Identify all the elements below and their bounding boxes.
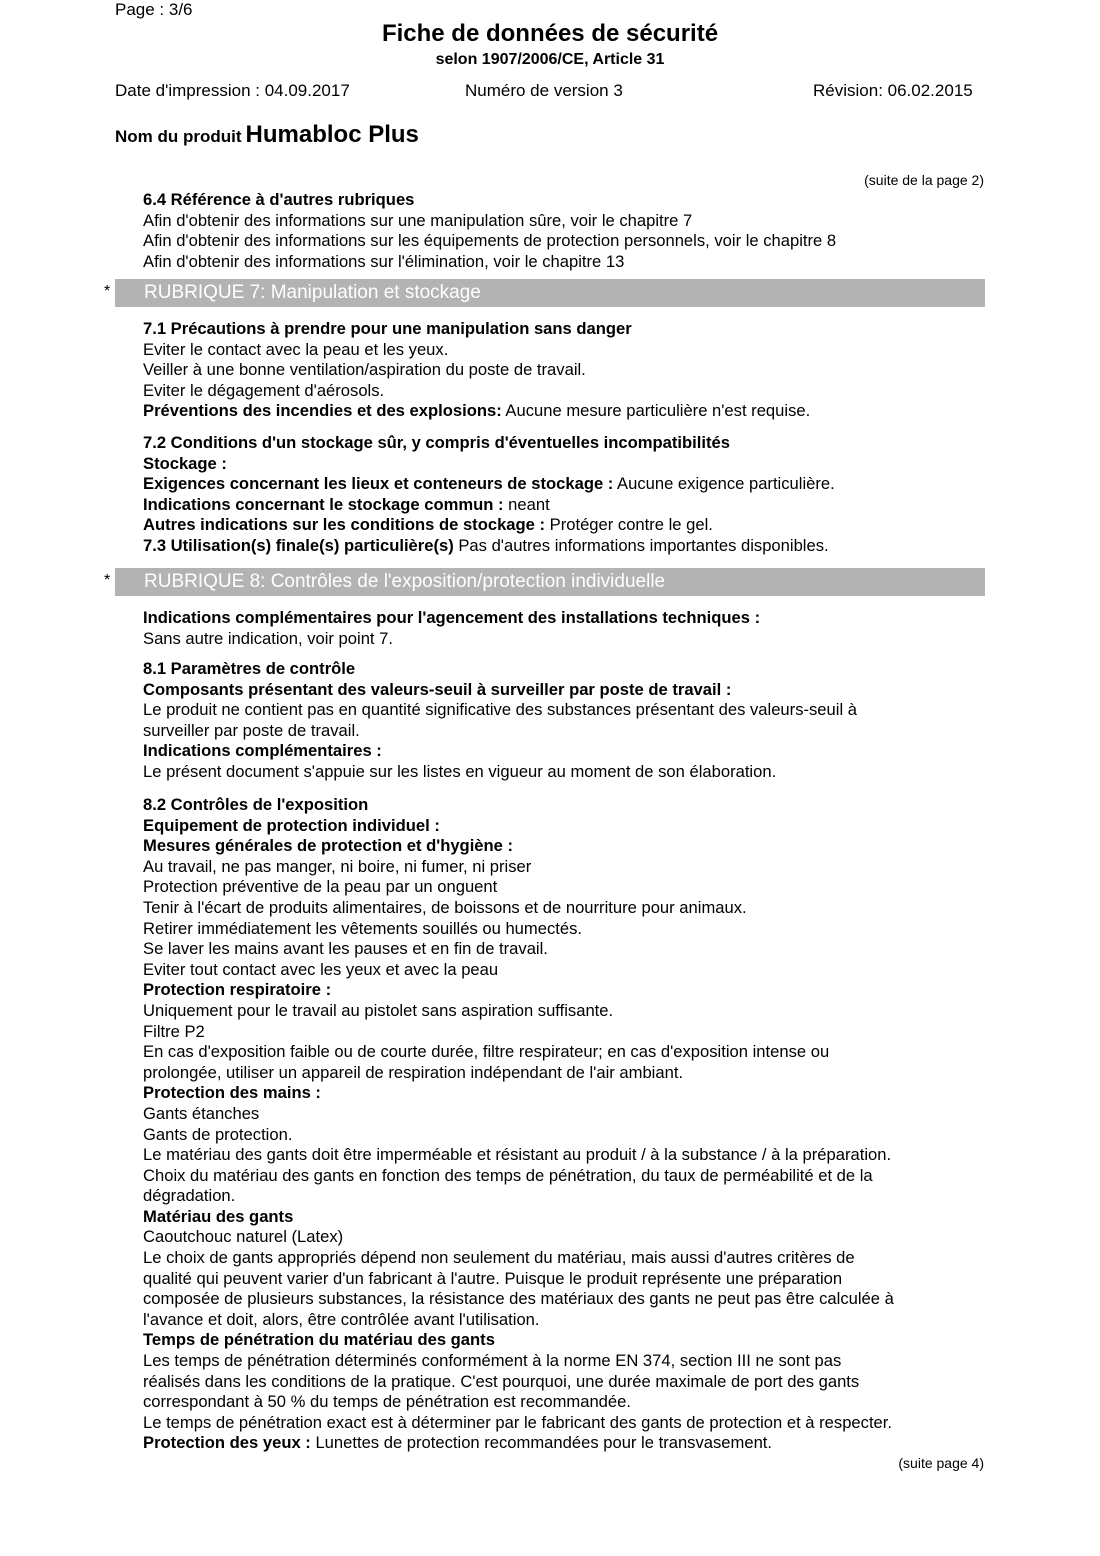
text-line: Afin d'obtenir des informations sur l'élimination, voir le chapitre 13 [143,251,625,271]
storage-requirements-label: Exigences concernant les lieux et conteneurs de stockage : [143,474,614,494]
section-7-1-title: 7.1 Précautions à prendre pour une manipulation sans danger [143,319,632,338]
text-line: En cas d'exposition faible ou de courte durée, filtre respirateur; en cas d'exposition intense ou [143,1042,830,1062]
continued-to: (suite page 4) [898,1455,984,1471]
rubrique-7-header: RUBRIQUE 7: Manipulation et stockage [115,279,985,307]
revision-marker: * [104,283,111,300]
version-number: Numéro de version 3 [465,81,623,100]
text-line: Retirer immédiatement les vêtements souillés ou humectés. [143,918,582,938]
text-line: Sans autre indication, voir point 7. [143,628,393,648]
text-line: prolongée, utiliser un appareil de respiration indépendant de l'air ambiant. [143,1062,684,1082]
fire-prevention-label: Préventions des incendies et des explosions: [143,401,502,421]
text-line: Uniquement pour le travail au pistolet sans aspiration suffisante. [143,1000,614,1020]
text-line: l'avance et doit, alors, être contrôlée avant l'utilisation. [143,1309,540,1329]
ppe-title: Equipement de protection individuel : [143,815,440,835]
text-line: Afin d'obtenir des informations sur une manipulation sûre, voir le chapitre 7 [143,210,693,230]
section-7-3-value: Pas d'autres informations importantes disponibles. [453,535,829,555]
section-6-4 [143,190,988,272]
product-name: Humabloc Plus [245,121,419,148]
respiratory-title: Protection respiratoire : [143,980,332,1000]
text-line: correspondant à 50 % du temps de pénétration est recommandée. [143,1392,631,1412]
section-8-2-title: 8.2 Contrôles de l'exposition [143,795,369,814]
product-line [115,121,419,149]
text-line: Le matériau des gants doit être imperméable et résistant au produit / à la substance / à la préparation. [143,1145,892,1165]
text-line: Eviter le contact avec la peau et les yeux. [143,339,449,359]
eye-protection-line [143,1433,988,1454]
section-7-2-title: 7.2 Conditions d'un stockage sûr, y compris d'éventuelles incompatibilités [143,433,730,452]
continued-from: (suite de la page 2) [864,172,984,188]
text-line: qualité qui peuvent varier d'un fabricant à l'autre. Puisque le produit représente une préparation [143,1268,843,1288]
section-8-1-title: 8.1 Paramètres de contrôle [143,659,356,678]
storage-label: Stockage : [143,453,227,473]
fire-prevention-line [143,401,988,422]
text-line: Les temps de pénétration déterminés conformément à la norme EN 374, section III ne sont pas [143,1351,842,1371]
print-date: Date d'impression : 04.09.2017 [115,81,350,100]
text-line: Au travail, ne pas manger, ni boire, ni fumer, ni priser [143,856,532,876]
section-8-1 [143,659,988,783]
text-line: Gants de protection. [143,1124,293,1144]
text-line: Tenir à l'écart de produits alimentaires, de boissons et de nourriture pour animaux. [143,897,747,917]
common-storage-line [143,495,988,516]
glove-material-title: Matériau des gants [143,1206,294,1226]
text-line: Se laver les mains avant les pauses et en fin de travail. [143,939,548,959]
text-line: réalisés dans les conditions de la pratique. C'est pourquoi, une durée maximale de port des gants [143,1371,860,1391]
other-storage-label: Autres indications sur les conditions de stockage : [143,515,546,535]
other-storage-line [143,515,988,536]
text-line: Veiller à une bonne ventilation/aspiration du poste de travail. [143,360,586,380]
storage-requirements-line [143,474,988,495]
text-line: composée de plusieurs substances, la résistance des matériaux des gants ne peut pas être calculée à [143,1289,894,1309]
page-number: Page : 3/6 [115,0,193,19]
hands-title: Protection des mains : [143,1083,321,1103]
document-subtitle: selon 1907/2006/CE, Article 31 [435,51,665,68]
text-line: surveiller par poste de travail. [143,720,360,740]
text-line: Choix du matériau des gants en fonction des temps de pénétration, du taux de perméabilité et de la [143,1165,873,1185]
text-line: Le choix de gants appropriés dépend non seulement du matériau, mais aussi d'autres critères de [143,1248,855,1268]
common-storage-label: Indications concernant le stockage commun : [143,494,504,514]
rubrique-8-header: RUBRIQUE 8: Contrôles de l'exposition/protection individuelle [115,568,985,596]
section-8-2 [143,795,988,1454]
document-title: Fiche de données de sécurité [381,20,719,47]
eye-protection-label: Protection des yeux : [143,1433,311,1453]
components-title: Composants présentant des valeurs-seuil à surveiller par poste de travail : [143,679,732,699]
additional-info-title: Indications complémentaires : [143,741,382,761]
common-storage-value: neant [503,494,550,514]
eye-protection-value: Lunettes de protection recommandées pour le transvasement. [310,1433,773,1453]
product-label: Nom du produit [115,127,242,146]
section-7-3-label: 7.3 Utilisation(s) finale(s) particulière(s) [143,535,454,555]
section-7-3-line [143,536,988,557]
text-line: Caoutchouc naturel (Latex) [143,1227,344,1247]
installations-title: Indications complémentaires pour l'agencement des installations techniques : [143,608,761,627]
text-line: Le produit ne contient pas en quantité significative des substances présentant des valeurs-seuil à [143,700,857,720]
fire-prevention-value: Aucune mesure particulière n'est requise. [501,401,811,421]
text-line: Filtre P2 [143,1021,205,1041]
text-line: Eviter le dégagement d'aérosols. [143,380,385,400]
text-line: dégradation. [143,1186,236,1206]
other-storage-value: Protéger contre le gel. [545,515,713,535]
text-line: Protection préventive de la peau par un onguent [143,877,498,897]
text-line: Le présent document s'appuie sur les listes en vigueur au moment de son élaboration. [143,761,777,781]
section-8-intro [143,608,988,649]
penetration-title: Temps de pénétration du matériau des gants [143,1330,495,1350]
revision-date: Révision: 06.02.2015 [813,81,973,100]
text-line: Le temps de pénétration exact est à déterminer par le fabricant des gants de protection et à respecter. [143,1412,893,1432]
storage-requirements-value: Aucune exigence particulière. [613,474,835,494]
text-line: Afin d'obtenir des informations sur les équipements de protection personnels, voir le chapitre 8 [143,231,837,251]
text-line: Eviter tout contact avec les yeux et avec la peau [143,959,499,979]
hygiene-title: Mesures générales de protection et d'hygiène : [143,836,514,856]
section-7-1 [143,319,988,422]
text-line: Gants étanches [143,1103,260,1123]
section-6-4-title: 6.4 Référence à d'autres rubriques [143,190,415,209]
revision-marker: * [104,572,111,589]
section-7-2 [143,433,988,557]
